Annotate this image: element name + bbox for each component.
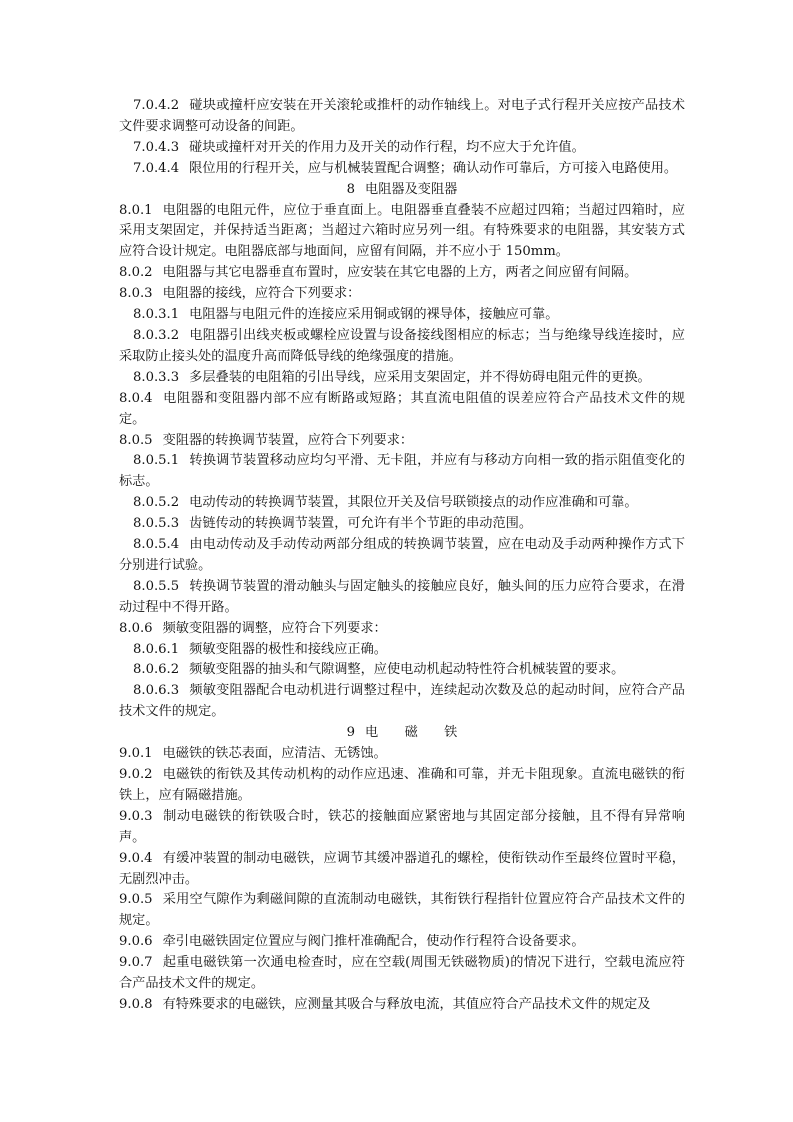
clause-text: 频敏变阻器的抽头和气隙调整，应使电动机起动特性符合机械装置的要求。	[189, 662, 625, 678]
clause-number: 8.0.5.3	[133, 516, 180, 532]
clause-number: 8.0.5	[119, 432, 153, 448]
sub-clause	[119, 368, 685, 389]
clause-text: 电阻器与其它电器垂直布置时，应安装在其它电器的上方，两者之间应留有间隔。	[162, 265, 638, 281]
sub-clause	[119, 493, 685, 514]
clause-number: 9.0.2	[119, 767, 153, 782]
clause-text: 电阻器引出线夹板或螺栓应设置与设备接线图相应的标志；当与绝缘导线连接时，应采取防止接头处的温度升高而降低导线的绝缘强度的措施。	[119, 327, 685, 364]
clause-text: 变阻器的转换调节装置，应符合下列要求：	[162, 432, 414, 448]
clause-text: 电阻器的电阻元件，应位于垂直面上。电阻器垂直叠装不应超过四箱；当超过四箱时，应采用支架固定，并保持适当距离；当超过六箱时应另列一组。有特殊要求的电阻器，其安装方式应符合设计规定。电阻器底部与地面间，应留有间隔，并不应小于 150mm。	[119, 202, 685, 260]
clause	[119, 765, 685, 807]
clause-text: 起重电磁铁第一次通电检查时，应在空载(周围无铁磁物质)的情况下进行，空载电流应符合产品技术文件的规定。	[119, 955, 685, 992]
clause-text: 电阻器及变阻器	[365, 181, 458, 197]
clause-number: 8.0.2	[119, 265, 153, 281]
clause-text: 电磁铁的铁芯表面，应清洁、无锈蚀。	[162, 746, 387, 762]
clause-text: 由电动传动及手动传动两部分组成的转换调节装置，应在电动及手动两种操作方式下分别进行试验。	[119, 537, 685, 573]
sub-clause	[119, 514, 685, 535]
sub-clause	[119, 660, 685, 681]
clause	[119, 995, 685, 1016]
clause-text: 采用空气隙作为剩磁间隙的直流制动电磁铁，其衔铁行程指针位置应符合产品技术文件的规定。	[119, 892, 685, 929]
clause	[119, 807, 685, 849]
clause-number: 9.0.4	[119, 850, 153, 866]
clause-number: 8.0.5.1	[133, 453, 180, 469]
clause	[119, 619, 685, 640]
clause-text: 频敏变阻器的调整，应符合下列要求：	[162, 620, 387, 636]
clause	[119, 953, 685, 995]
clause-text: 制动电磁铁的衔铁吸合时，铁芯的接触面应紧密地与其固定部分接触，且不得有异常响声。	[119, 808, 685, 845]
clause-text: 多层叠装的电阻箱的引出导线，应采用支架固定，并不得妨碍电阻元件的更换。	[189, 369, 651, 385]
clause-text: 齿链传动的转换调节装置，可允许有半个节距的串动范围。	[189, 516, 533, 532]
clause-number: 9.0.1	[119, 746, 153, 762]
clause-number: 8.0.5.4	[133, 537, 180, 553]
clause-text: 电 磁 铁	[365, 725, 458, 741]
clause	[119, 284, 685, 305]
clause-number: 8.0.3	[119, 286, 153, 302]
clause-number: 8.0.3.1	[133, 307, 180, 323]
clause-text: 电动传动的转换调节装置，其限位开关及信号联锁接点的动作应准确和可靠。	[189, 495, 638, 511]
clause-text: 电磁铁的衔铁及其传动机构的动作应迅速、准确和可靠，并无卡阻现象。直流电磁铁的衔铁上，应有隔磁措施。	[119, 767, 685, 803]
clause-text: 牵引电磁铁固定位置应与阀门推杆准确配合，使动作行程符合设备要求。	[162, 934, 585, 950]
sub-clause	[119, 535, 685, 577]
clause-number: 7.0.4.2	[133, 98, 180, 113]
clause-text: 限位用的行程开关，应与机械装置配合调整；确认动作可靠后，方可接入电路使用。	[189, 160, 678, 176]
clause-number: 8.0.4	[119, 390, 153, 406]
clause	[119, 932, 685, 953]
clause	[119, 263, 685, 284]
clause-number: 9.0.6	[119, 934, 153, 950]
clause-number: 8.0.3.3	[133, 369, 180, 385]
clause-number: 8.0.3.2	[133, 327, 180, 343]
sub-clause	[119, 326, 685, 368]
clause-number: 8.0.6.3	[133, 683, 180, 699]
clause-number: 8.0.5.2	[133, 495, 180, 511]
clause	[119, 744, 685, 765]
clause-text: 频敏变阻器配合电动机进行调整过程中，连续起动次数及总的起动时间，应符合产品技术文件的规定。	[119, 683, 685, 720]
clause	[119, 431, 685, 452]
sub-clause	[119, 681, 685, 723]
clause-number: 8.0.1	[119, 202, 153, 218]
clause-text: 转换调节装置的滑动触头与固定触头的接触应良好，触头间的压力应符合要求，在滑动过程中不得开路。	[119, 578, 685, 615]
clause-text: 碰块或撞杆应安装在开关滚轮或推杆的动作轴线上。对电子式行程开关应按产品技术文件要求调整可动设备的间距。	[119, 98, 685, 134]
clause-number: 9.0.5	[119, 892, 153, 908]
clause-number: 7.0.4.4	[133, 160, 180, 176]
clause	[119, 201, 685, 264]
clause	[119, 389, 685, 431]
clause	[119, 849, 685, 891]
clause-text: 碰块或撞杆对开关的作用力及开关的动作行程，均不应大于允许值。	[189, 139, 585, 155]
clause-number: 9.0.3	[119, 808, 153, 824]
clause-number: 8.0.6.2	[133, 662, 180, 678]
clause-number: 8.0.6	[119, 620, 153, 636]
section-heading	[119, 723, 685, 744]
clause-number: 8.0.6.1	[133, 641, 180, 657]
clause-text: 有缓冲装置的制动电磁铁，应调节其缓冲器道孔的螺栓，使衔铁动作至最终位置时平稳，无剧烈冲击。	[119, 850, 685, 887]
clause-text: 有特殊要求的电磁铁，应测量其吸合与释放电流，其值应符合产品技术文件的规定及	[162, 996, 651, 1012]
clause-number: 9.0.8	[119, 996, 153, 1012]
clause-number: 7.0.4.3	[133, 139, 180, 155]
sub-clause	[119, 577, 685, 619]
clause-number: 9	[346, 725, 356, 741]
clause-text: 电阻器和变阻器内部不应有断路或短路；其直流电阻值的误差应符合产品技术文件的规定。	[119, 390, 685, 427]
clause-number: 8	[346, 181, 356, 197]
clause-text: 转换调节装置移动应均匀平滑、无卡阻，并应有与移动方向相一致的指示阻值变化的标志。	[119, 453, 685, 490]
sub-clause	[119, 96, 685, 138]
sub-clause	[119, 159, 685, 180]
clause-text: 电阻器与电阻元件的连接应采用铜或钢的裸导体，接触应可靠。	[189, 307, 559, 323]
clause-text: 频敏变阻器的极性和接线应正确。	[189, 641, 387, 657]
sub-clause	[119, 640, 685, 661]
clause	[119, 890, 685, 932]
sub-clause	[119, 138, 685, 159]
clause-text: 电阻器的接线，应符合下列要求：	[162, 286, 361, 302]
clause-number: 9.0.7	[119, 955, 153, 971]
section-heading	[119, 180, 685, 201]
sub-clause	[119, 451, 685, 493]
document-body	[119, 96, 685, 1016]
sub-clause	[119, 305, 685, 326]
clause-number: 8.0.5.5	[133, 578, 180, 594]
